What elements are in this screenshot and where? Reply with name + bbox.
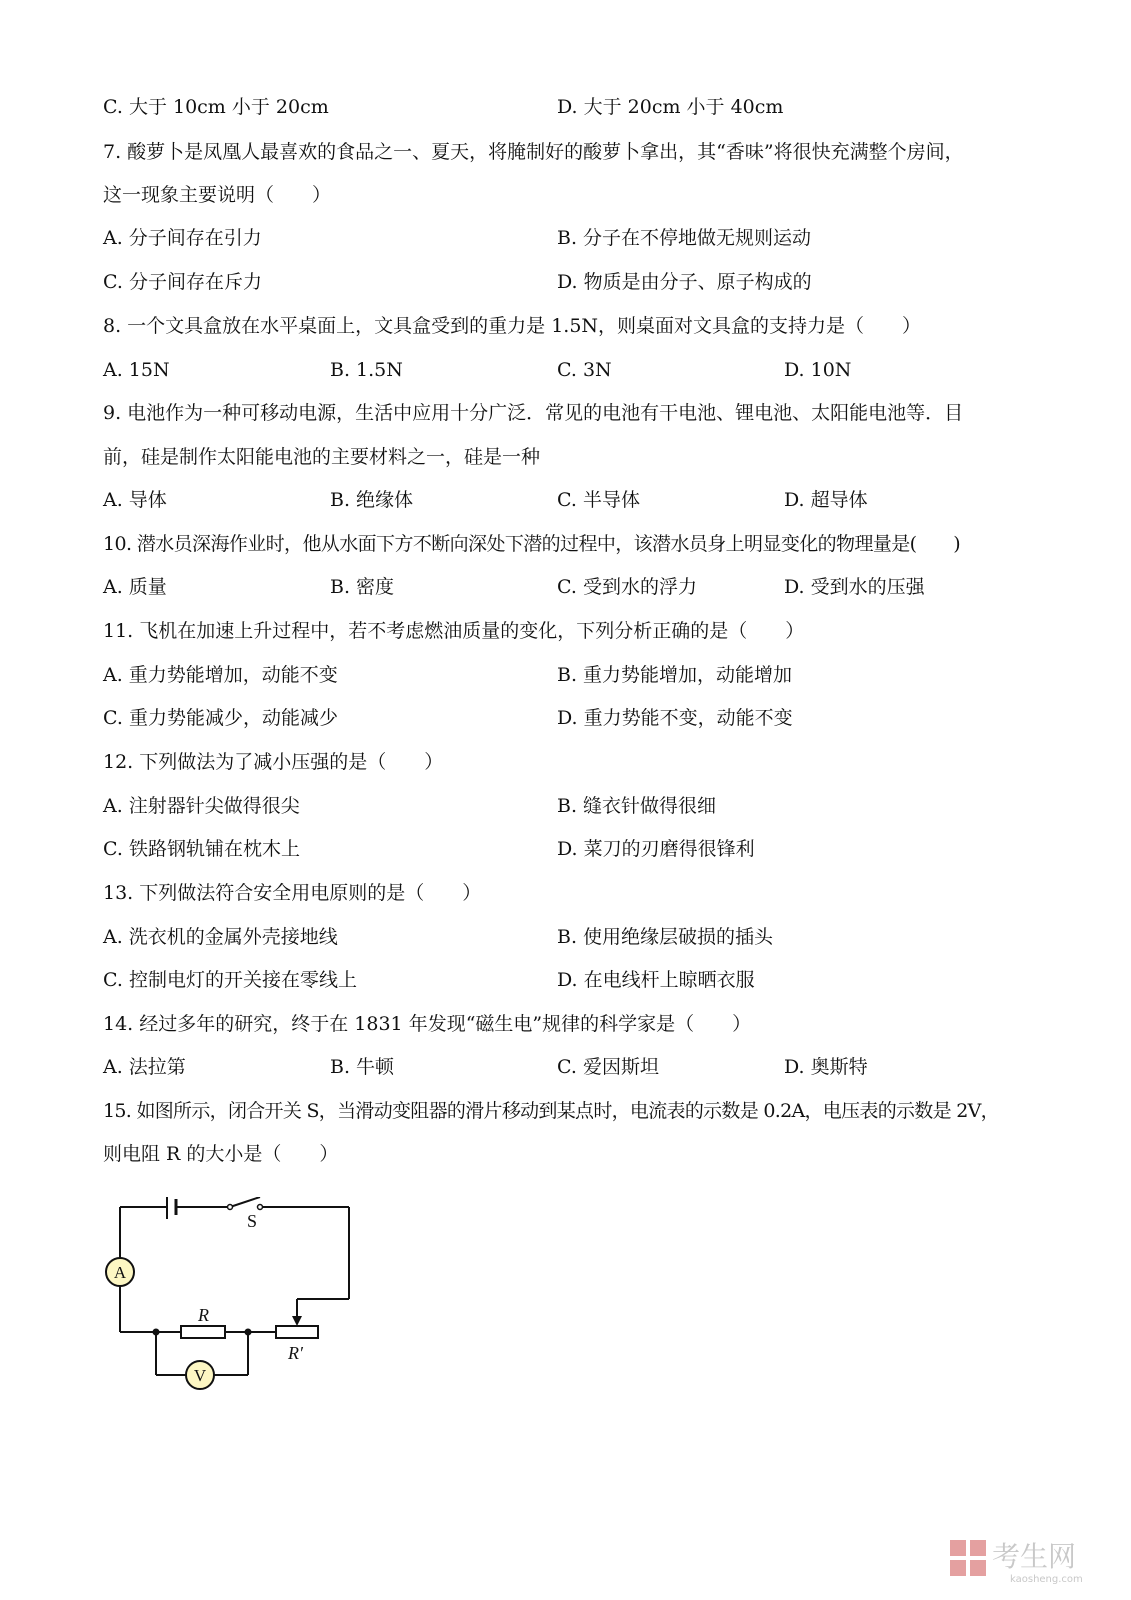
q14-option-c: C. 爱因斯坦 [557, 1056, 659, 1078]
q10-option-b: B. 密度 [330, 576, 395, 598]
q11-option-c: C. 重力势能减少，动能减少 [103, 707, 338, 729]
q11-stem: 11. 飞机在加速上升过程中，若不考虑燃油质量的变化，下列分析正确的是（ ） [103, 620, 805, 642]
q7-option-d: D. 物质是由分子、原子构成的 [557, 271, 812, 293]
q7-option-c: C. 分子间存在斥力 [103, 271, 262, 293]
q8-option-b: B. 1.5N [330, 359, 403, 381]
watermark-brand: 考生网 [992, 1540, 1077, 1573]
ammeter-label: A [113, 1263, 127, 1282]
q13-stem: 13. 下列做法符合安全用电原则的是（ ） [103, 882, 482, 904]
q14-option-b: B. 牛顿 [330, 1056, 395, 1078]
junction-dot-left [153, 1329, 160, 1336]
q11-option-b: B. 重力势能增加，动能增加 [557, 664, 793, 686]
watermark-logo [950, 1536, 1100, 1590]
q7-stem-line2: 这一现象主要说明（ ） [103, 184, 332, 206]
resistor-label: R [198, 1305, 209, 1325]
q14-option-d: D. 奥斯特 [784, 1056, 868, 1078]
q12-option-c: C. 铁路钢轨铺在枕木上 [103, 838, 300, 860]
q14-stem: 14. 经过多年的研究，终于在 1831 年发现“磁生电”规律的科学家是（ ） [103, 1013, 752, 1035]
q14-option-a: A. 法拉第 [103, 1056, 186, 1078]
q8-option-c: C. 3N [557, 359, 612, 381]
circuit-diagram [100, 1197, 360, 1407]
q7-option-b: B. 分子在不停地做无规则运动 [557, 227, 812, 249]
q8-option-d: D. 10N [784, 359, 852, 381]
rheostat-label: R′ [288, 1343, 303, 1363]
q9-option-a: A. 导体 [103, 489, 167, 511]
q10-stem: 10. 潜水员深海作业时，他从水面下方不断向深处下潜的过程中，该潜水员身上明显变化的物理量是( ) [103, 533, 961, 555]
switch-blade [230, 1197, 260, 1207]
switch-contact-left [228, 1205, 233, 1210]
q13-option-c: C. 控制电灯的开关接在零线上 [103, 969, 357, 991]
q8-option-a: A. 15N [103, 359, 170, 381]
q12-option-d: D. 菜刀的刃磨得很锋利 [557, 838, 755, 860]
q10-option-a: A. 质量 [103, 576, 167, 598]
rheostat-r-prime [276, 1326, 318, 1338]
q13-option-a: A. 洗衣机的金属外壳接地线 [103, 926, 338, 948]
q15-stem-line2: 则电阻 R 的大小是（ ） [103, 1143, 339, 1165]
q10-option-c: C. 受到水的浮力 [557, 576, 697, 598]
q12-option-b: B. 缝衣针做得很细 [557, 795, 717, 817]
resistor-r [181, 1326, 225, 1338]
voltmeter-label: V [193, 1366, 207, 1385]
q15-stem-line1: 15. 如图所示，闭合开关 S，当滑动变阻器的滑片移动到某点时，电流表的示数是 0.2A，电压表的示数是 2V， [103, 1100, 999, 1122]
junction-dot-right [245, 1329, 252, 1336]
q10-option-d: D. 受到水的压强 [784, 576, 925, 598]
watermark-url: kaosheng.com [1010, 1574, 1083, 1585]
q11-option-a: A. 重力势能增加，动能不变 [103, 664, 338, 686]
q13-option-d: D. 在电线杆上晾晒衣服 [557, 969, 755, 991]
q9-option-b: B. 绝缘体 [330, 489, 414, 511]
q9-stem-line1: 9. 电池作为一种可移动电源，生活中应用十分广泛．常见的电池有干电池、锂电池、太阳能电池等．目 [103, 402, 964, 424]
q11-option-d: D. 重力势能不变，动能不变 [557, 707, 793, 729]
q9-stem-line2: 前，硅是制作太阳能电池的主要材料之一，硅是一种 [103, 446, 541, 468]
q9-option-d: D. 超导体 [784, 489, 868, 511]
q12-stem: 12. 下列做法为了减小压强的是（ ） [103, 751, 444, 773]
switch-label: S [247, 1211, 258, 1231]
q12-option-a: A. 注射器针尖做得很尖 [103, 795, 300, 817]
q6-option-c: C. 大于 10cm 小于 20cm [103, 96, 329, 118]
q9-option-c: C. 半导体 [557, 489, 640, 511]
q6-option-d: D. 大于 20cm 小于 40cm [557, 96, 784, 118]
watermark-emblem-icon [950, 1540, 986, 1576]
q8-stem: 8. 一个文具盒放在水平桌面上，文具盒受到的重力是 1.5N，则桌面对文具盒的支持力是（ ） [103, 315, 922, 337]
switch-contact-right [258, 1205, 263, 1210]
q7-stem-line1: 7. 酸萝卜是凤凰人最喜欢的食品之一、夏天，将腌制好的酸萝卜拿出，其“香味”将很快充满整个房间， [103, 141, 964, 163]
slider-arrow-icon [292, 1316, 302, 1326]
q7-option-a: A. 分子间存在引力 [103, 227, 262, 249]
q13-option-b: B. 使用绝缘层破损的插头 [557, 926, 774, 948]
